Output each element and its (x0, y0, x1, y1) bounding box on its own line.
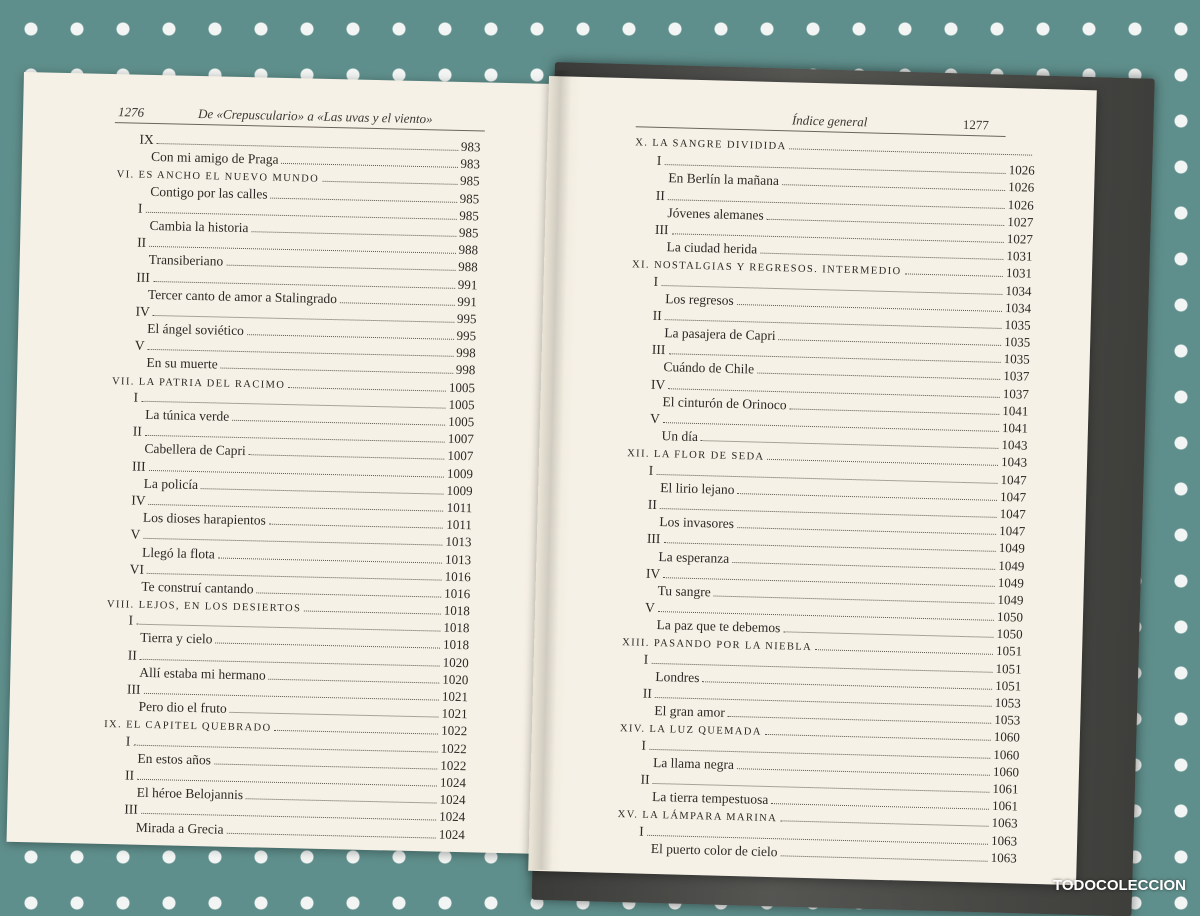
toc-entry-title: I (126, 732, 134, 749)
dot-leader (304, 611, 441, 615)
toc-entry-title: III (655, 221, 672, 238)
toc-page-number: 1047 (996, 522, 1025, 540)
toc-entry-title: La paz que te debemos (656, 616, 783, 636)
toc-chapter-title: XIV. LA LUZ QUEMADA (620, 720, 765, 741)
toc-page-number: 1016 (441, 567, 470, 585)
toc-page-number: 1011 (443, 516, 472, 534)
toc-entry-title: La esperanza (658, 548, 732, 567)
toc-chapter-title: XI. NOSTALGIAS Y REGRESOS. INTERMEDIO (632, 257, 905, 281)
toc-entry-title: La pasajera de Capri (664, 324, 779, 344)
toc-page-number: 1047 (997, 470, 1026, 488)
toc-page-number: 991 (454, 293, 477, 311)
watermark: TODOCOLECCION (1053, 877, 1186, 894)
toc-entry-title: Te construí cantando (141, 578, 257, 598)
toc-page-number: 1027 (1004, 213, 1033, 231)
toc-chapter-title: XV. LA LÁMPARA MARINA (617, 806, 780, 827)
toc-page-number: 1063 (988, 814, 1017, 832)
toc-page-number: 1024 (436, 808, 465, 826)
toc-page-number: 998 (453, 361, 476, 379)
toc-entry-title: Mirada a Grecia (136, 818, 227, 837)
toc-entry-title: II (125, 766, 137, 783)
toc-entry-title: Tierra y cielo (140, 629, 216, 648)
toc-entry-title: III (647, 530, 664, 547)
toc-page-number: 1011 (444, 499, 473, 517)
toc-page-number: 1005 (446, 378, 475, 396)
dot-leader (288, 387, 446, 392)
toc-page-number: 995 (454, 310, 477, 328)
toc-entry-title: Tercer canto de amor a Stalingrado (148, 286, 340, 307)
toc-entry-title: La túnica verde (145, 406, 232, 425)
toc-chapter-title: VI. ES ANCHO EL NUEVO MUNDO (116, 167, 322, 189)
toc-entry-title: IV (651, 375, 669, 392)
toc-entry-title: Jóvenes alemanes (667, 204, 767, 224)
toc-page-number: 1034 (1002, 281, 1031, 299)
toc-page-number: 1026 (1005, 196, 1034, 214)
toc-chapter-title: X. LA SANGRE DIVIDIDA (635, 134, 790, 155)
toc-page-number: 988 (455, 258, 478, 276)
toc-entry-title: IV (131, 491, 149, 508)
toc-entry-title: Londres (655, 668, 703, 686)
toc-entry-title: III (136, 268, 153, 285)
toc-entry-title: Transiberiano (149, 251, 227, 270)
toc-entry-title: II (128, 646, 140, 663)
toc-entry-title: I (649, 461, 657, 478)
toc-entry-title: I (653, 272, 661, 289)
toc-page-number: 1041 (999, 419, 1028, 437)
dot-leader (271, 197, 457, 202)
toc-chapter-title: VIII. LEJOS, EN LOS DESIERTOS (107, 596, 305, 617)
toc-entry-title: II (137, 234, 149, 251)
dot-leader (249, 455, 445, 460)
toc-page-number: 1021 (439, 688, 468, 706)
toc-page-number: 1031 (1003, 264, 1032, 282)
toc-entry-title: La llama negra (653, 754, 737, 773)
toc-entry-title: Los dioses harapientos (143, 509, 269, 529)
dot-leader (340, 302, 454, 306)
toc-page-number: 985 (457, 189, 480, 207)
toc-page-number: 1035 (1001, 350, 1030, 368)
toc-page-number: 1007 (444, 447, 473, 465)
toc-entry-title: IX (139, 131, 157, 148)
toc-entry-title: Llegó la flota (142, 543, 218, 562)
toc-page-number: 1047 (996, 505, 1025, 523)
toc-page-number: 985 (456, 224, 479, 242)
toc-entry-title: III (127, 680, 144, 697)
left-running-head: De «Crepusculario» a «Las uvas y el viento» (198, 106, 433, 127)
toc-page-number: 1035 (1001, 316, 1030, 334)
dot-leader (780, 855, 987, 861)
toc-page-number: 1018 (440, 636, 469, 654)
toc-page-number: 1009 (444, 464, 473, 482)
toc-page-number: 1053 (992, 694, 1021, 712)
toc-page-number: 1060 (991, 728, 1020, 746)
toc-entry-title: I (128, 612, 136, 629)
toc-entry-title: El ángel soviético (147, 320, 247, 339)
toc-entry-title: La policía (144, 475, 202, 493)
toc-page-number: 1051 (993, 642, 1022, 660)
toc-page-number: 1050 (994, 608, 1023, 626)
toc-page-number: 1021 (438, 705, 467, 723)
toc-page-number: 1034 (1002, 299, 1031, 317)
toc-page-number: 1005 (445, 395, 474, 413)
dot-leader (274, 730, 438, 735)
table-of-contents-left (102, 130, 481, 843)
left-page (7, 72, 549, 854)
toc-page-number: 1027 (1004, 230, 1033, 248)
toc-entry-title: II (640, 771, 652, 788)
toc-entry-title: I (639, 822, 647, 839)
toc-page-number: 1049 (995, 556, 1024, 574)
dot-leader (230, 712, 439, 718)
toc-entry-title: I (133, 388, 141, 405)
toc-entry-title: Con mi amigo de Praga (151, 148, 282, 168)
toc-page-number: 1043 (998, 436, 1027, 454)
toc-page-number: 1005 (445, 413, 474, 431)
toc-entry-title: II (648, 496, 660, 513)
toc-page-number: 1020 (440, 653, 469, 671)
toc-entry-title: El puerto color de cielo (651, 840, 781, 860)
right-page (528, 76, 1097, 885)
toc-page-number: 1016 (441, 584, 470, 602)
left-page-number: 1276 (118, 104, 144, 121)
dot-leader (904, 274, 1002, 278)
toc-entry-title: El cinturón de Orinoco (662, 393, 789, 413)
toc-page-number: 1024 (436, 791, 465, 809)
toc-page-number: 1060 (990, 763, 1019, 781)
toc-entry-title: III (132, 457, 149, 474)
dot-leader (815, 650, 993, 656)
toc-page-number: 1063 (988, 831, 1017, 849)
toc-page-number: 1041 (999, 402, 1028, 420)
toc-page-number: 1051 (992, 659, 1021, 677)
toc-entry-title: Pero dio el fruto (138, 698, 229, 717)
toc-page-number: 1026 (1005, 178, 1034, 196)
dot-leader (281, 163, 457, 168)
toc-entry-title: I (641, 736, 649, 753)
toc-page-number: 988 (455, 241, 478, 259)
dot-leader (251, 231, 455, 237)
right-page-number: 1277 (963, 117, 989, 134)
dot-leader (269, 524, 443, 529)
toc-entry-title: Allí estaba mi hermano (139, 664, 269, 684)
toc-entry-title: II (643, 685, 655, 702)
toc-page-number: 1049 (994, 591, 1023, 609)
toc-entry-title: V (645, 599, 658, 616)
toc-page-number: 1061 (989, 797, 1018, 815)
toc-entry-title: I (138, 199, 146, 216)
dot-leader (789, 148, 1032, 155)
toc-page-number: 1018 (440, 619, 469, 637)
toc-page-number: 1031 (1003, 247, 1032, 265)
toc-page-number: 1037 (1000, 367, 1029, 385)
toc-page-number: 1020 (439, 670, 468, 688)
toc-page-number: 1051 (992, 677, 1021, 695)
toc-entry-title: V (650, 410, 663, 427)
toc-page-number: 1024 (437, 773, 466, 791)
toc-entry-title: La ciudad herida (666, 238, 760, 257)
toc-entry-title: El héroe Belojannis (136, 784, 246, 803)
toc-page-number: 1018 (441, 602, 470, 620)
toc-entry-title: En su muerte (146, 354, 221, 373)
toc-entry-title: Los regresos (665, 290, 737, 309)
dot-leader (322, 181, 457, 185)
toc-page-number: 995 (453, 327, 476, 345)
toc-page-number: 1013 (442, 550, 471, 568)
toc-entry-title: En Berlín la mañana (668, 170, 782, 190)
toc-page-number: 1043 (998, 453, 1027, 471)
toc-entry-title: El lirio lejano (660, 479, 738, 498)
toc-chapter-title: XIII. PASANDO POR LA NIEBLA (622, 635, 815, 657)
toc-page-number: 1022 (438, 739, 467, 757)
toc-entry-title: IV (646, 564, 664, 581)
toc-chapter-title: IX. EL CAPITEL QUEBRADO (104, 716, 275, 737)
toc-entry-title: III (652, 341, 669, 358)
toc-entry-title: Tu sangre (657, 582, 714, 600)
toc-entry-title: VI (130, 560, 148, 577)
toc-chapter-title: VII. LA PATRIA DEL RACIMO (112, 373, 289, 394)
right-running-head: Índice general (792, 112, 868, 130)
toc-entry-title: II (656, 186, 668, 203)
toc-page-number: 1050 (993, 625, 1022, 643)
toc-entry-title: El gran amor (654, 702, 728, 721)
toc-page-number: 1060 (990, 745, 1019, 763)
toc-entry-title: IV (135, 302, 153, 319)
toc-page-number: 1007 (445, 430, 474, 448)
dot-leader (269, 679, 440, 684)
toc-page-number: 1061 (989, 780, 1018, 798)
toc-entry-title: Los invasores (659, 513, 737, 532)
toc-entry-title: Cuándo de Chile (663, 359, 757, 378)
toc-page-number: 1035 (1001, 333, 1030, 351)
toc-page-number: 1047 (997, 488, 1026, 506)
toc-page-number: 983 (458, 138, 481, 156)
toc-page-number: 1022 (437, 756, 466, 774)
toc-page-number: 1009 (443, 481, 472, 499)
toc-page-number: 1022 (438, 722, 467, 740)
table-of-contents-right (617, 134, 1036, 866)
toc-page-number: 1049 (996, 539, 1025, 557)
toc-page-number: 985 (457, 172, 480, 190)
toc-page-number: 1026 (1005, 161, 1034, 179)
toc-page-number: 985 (456, 207, 479, 225)
toc-entry-title: II (133, 423, 145, 440)
toc-page-number: 991 (455, 275, 478, 293)
toc-entry-title: La tierra tempestuosa (652, 788, 772, 808)
toc-entry-title: Cabellera de Capri (144, 440, 249, 459)
toc-entry-title: Cambia la historia (149, 217, 251, 236)
toc-page-number: 983 (457, 155, 480, 173)
toc-entry-title: III (124, 801, 141, 818)
toc-entry-title: I (657, 152, 665, 169)
dot-leader (246, 798, 436, 803)
toc-entry-title: V (130, 526, 143, 543)
toc-page-number: 1037 (1000, 385, 1029, 403)
toc-entry-title: I (644, 650, 652, 667)
toc-entry-title: Contigo por las calles (150, 182, 271, 202)
dot-leader (247, 334, 454, 340)
toc-chapter-title: XII. LA FLOR DE SEDA (627, 446, 768, 467)
dot-leader (256, 592, 441, 597)
toc-entry-title: Un día (661, 427, 701, 445)
dot-leader (226, 832, 435, 838)
toc-page-number: 1024 (436, 825, 465, 843)
toc-page-number: 998 (453, 344, 476, 362)
toc-page-number: 1049 (995, 574, 1024, 592)
toc-page-number: 1063 (987, 848, 1016, 866)
toc-page-number: 1013 (442, 533, 471, 551)
toc-entry-title: II (653, 307, 665, 324)
toc-page-number: 1053 (991, 711, 1020, 729)
toc-entry-title: V (135, 337, 148, 354)
toc-entry-title: En estos años (137, 750, 214, 769)
